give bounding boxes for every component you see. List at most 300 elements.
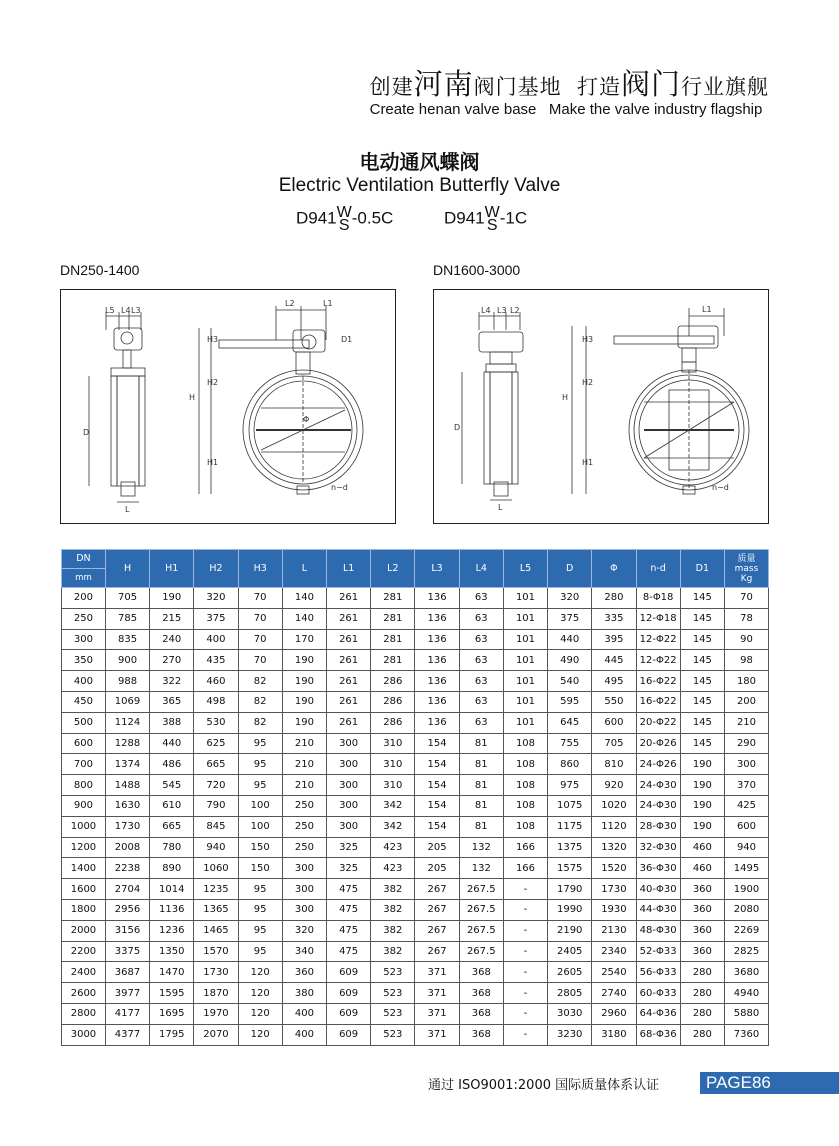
table-cell: 1900	[724, 879, 768, 900]
table-cell: 600	[62, 733, 106, 754]
table-cell: 56-Φ33	[636, 962, 680, 983]
table-cell: 360	[282, 962, 326, 983]
label-h3: H3	[582, 335, 594, 344]
table-cell: 450	[62, 691, 106, 712]
table-cell: 145	[680, 650, 724, 671]
table-cell: 300	[282, 899, 326, 920]
table-cell: 63	[459, 608, 503, 629]
table-row	[62, 588, 769, 609]
table-cell: 1075	[548, 795, 592, 816]
table-cell: 445	[592, 650, 636, 671]
table-cell: 24-Φ30	[636, 795, 680, 816]
col-header-h: H	[105, 550, 149, 588]
table-cell: 500	[62, 712, 106, 733]
table-cell: 400	[282, 1024, 326, 1045]
table-cell: 609	[327, 962, 371, 983]
table-cell: 81	[459, 816, 503, 837]
table-cell: 300	[62, 629, 106, 650]
table-cell: 523	[371, 983, 415, 1004]
table-row	[62, 1003, 769, 1024]
table-cell: 170	[282, 629, 326, 650]
model-sup: W	[484, 204, 500, 221]
table-cell: 32-Φ30	[636, 837, 680, 858]
table-cell: 975	[548, 775, 592, 796]
table-cell: 63	[459, 712, 503, 733]
table-cell: 845	[194, 816, 238, 837]
table-cell: 28-Φ30	[636, 816, 680, 837]
table-cell: 310	[371, 733, 415, 754]
table-row	[62, 775, 769, 796]
table-cell: 2000	[62, 920, 106, 941]
label-l2: L2	[285, 299, 295, 308]
col-header-l4: L4	[459, 550, 503, 588]
table-cell: 1520	[592, 858, 636, 879]
table-cell: 700	[62, 754, 106, 775]
table-cell: 3156	[105, 920, 149, 941]
col-header-l2: L2	[371, 550, 415, 588]
table-cell: 665	[150, 816, 194, 837]
table-cell: 382	[371, 879, 415, 900]
table-cell: 210	[282, 754, 326, 775]
table-cell: 625	[194, 733, 238, 754]
table-cell: 645	[548, 712, 592, 733]
table-cell: 78	[724, 608, 768, 629]
table-cell: 1695	[150, 1003, 194, 1024]
table-cell: 1790	[548, 879, 592, 900]
table-cell: 440	[150, 733, 194, 754]
table-cell: 940	[724, 837, 768, 858]
table-cell: 2405	[548, 941, 592, 962]
table-cell: 1236	[150, 920, 194, 941]
table-cell: 360	[680, 879, 724, 900]
table-cell: 81	[459, 733, 503, 754]
table-cell: 3230	[548, 1024, 592, 1045]
drawing-dn250-1400	[60, 289, 396, 524]
label-h3: H3	[207, 335, 219, 344]
table-cell: 136	[415, 588, 459, 609]
table-row	[62, 816, 769, 837]
table-cell: 100	[238, 795, 282, 816]
table-cell: 1465	[194, 920, 238, 941]
table-cell: 145	[680, 588, 724, 609]
table-cell: 371	[415, 1024, 459, 1045]
table-cell: 3180	[592, 1024, 636, 1045]
table-cell: 200	[724, 691, 768, 712]
table-cell: 145	[680, 629, 724, 650]
col-header-h1: H1	[150, 550, 194, 588]
table-cell: 95	[238, 754, 282, 775]
table-cell: 215	[150, 608, 194, 629]
front-view	[189, 299, 363, 494]
valve-drawing-left	[61, 290, 395, 523]
table-cell: 101	[503, 712, 547, 733]
model-sub: S	[338, 217, 350, 234]
table-cell: 335	[592, 608, 636, 629]
table-cell: 286	[371, 671, 415, 692]
table-cell: 400	[194, 629, 238, 650]
table-cell: 190	[282, 650, 326, 671]
table-row	[62, 712, 769, 733]
model-suffix: -1C	[499, 208, 528, 228]
table-cell: 154	[415, 733, 459, 754]
table-cell: 360	[680, 941, 724, 962]
table-cell: 1020	[592, 795, 636, 816]
table-cell: 101	[503, 629, 547, 650]
table-cell: 81	[459, 775, 503, 796]
table-cell: 190	[282, 712, 326, 733]
table-cell: 281	[371, 608, 415, 629]
table-cell: 280	[680, 962, 724, 983]
table-cell: 609	[327, 1003, 371, 1024]
table-cell: 1795	[150, 1024, 194, 1045]
table-cell: 550	[592, 691, 636, 712]
table-cell: 281	[371, 650, 415, 671]
table-cell: 190	[282, 671, 326, 692]
table-cell: 70	[238, 650, 282, 671]
spec-table-head	[62, 550, 769, 588]
label-l3: L3	[131, 306, 141, 315]
valve-drawing-right	[434, 290, 768, 523]
col-header-n-d: n-d	[636, 550, 680, 588]
table-cell: 12-Φ22	[636, 650, 680, 671]
label-h: H	[189, 393, 196, 402]
table-cell: 1575	[548, 858, 592, 879]
table-cell: 2190	[548, 920, 592, 941]
table-cell: 900	[105, 650, 149, 671]
table-cell: 136	[415, 712, 459, 733]
table-cell: 267	[415, 879, 459, 900]
table-cell: 1374	[105, 754, 149, 775]
table-row	[62, 795, 769, 816]
table-cell: 600	[592, 712, 636, 733]
table-cell: 2805	[548, 983, 592, 1004]
table-cell: 2960	[592, 1003, 636, 1024]
table-cell: 120	[238, 1024, 282, 1045]
label-h: H	[562, 393, 569, 402]
table-cell: 267.5	[459, 899, 503, 920]
table-cell: 300	[724, 754, 768, 775]
table-cell: 250	[282, 795, 326, 816]
table-cell: 375	[194, 608, 238, 629]
table-cell: 281	[371, 629, 415, 650]
drawing-dn1600-3000	[433, 289, 769, 524]
model-prefix: D941	[296, 208, 337, 228]
table-cell: 1069	[105, 691, 149, 712]
table-cell: 368	[459, 983, 503, 1004]
table-cell: 368	[459, 1024, 503, 1045]
table-cell: 388	[150, 712, 194, 733]
table-cell: 166	[503, 837, 547, 858]
table-cell: 70	[238, 629, 282, 650]
table-cell: 1495	[724, 858, 768, 879]
table-cell: 70	[238, 608, 282, 629]
label-l4: L4	[481, 306, 491, 315]
table-cell: 145	[680, 712, 724, 733]
table-row	[62, 941, 769, 962]
label-l: L	[498, 503, 503, 512]
slogan-cn-text: 打造	[576, 75, 621, 99]
table-row	[62, 671, 769, 692]
table-cell: 4177	[105, 1003, 149, 1024]
table-cell: 261	[327, 588, 371, 609]
slogan-en	[370, 101, 769, 118]
table-cell: -	[503, 983, 547, 1004]
table-cell: 300	[327, 816, 371, 837]
table-cell: 166	[503, 858, 547, 879]
table-cell: 523	[371, 1024, 415, 1045]
table-row	[62, 920, 769, 941]
slogan-cn-emph: 河南	[413, 67, 474, 101]
table-cell: 261	[327, 650, 371, 671]
table-cell: 20-Φ22	[636, 712, 680, 733]
table-cell: 1120	[592, 816, 636, 837]
table-cell: 595	[548, 691, 592, 712]
table-row	[62, 858, 769, 879]
table-cell: 2070	[194, 1024, 238, 1045]
table-cell: 267	[415, 920, 459, 941]
table-cell: 755	[548, 733, 592, 754]
label-l1: L1	[702, 305, 712, 314]
table-cell: 145	[680, 671, 724, 692]
table-cell: 95	[238, 920, 282, 941]
slogan-cn-emph: 阀门	[620, 67, 681, 101]
table-cell: 490	[548, 650, 592, 671]
table-cell: 81	[459, 795, 503, 816]
side-view	[83, 306, 145, 514]
table-cell: 136	[415, 671, 459, 692]
table-cell: 375	[548, 608, 592, 629]
table-cell: 140	[282, 608, 326, 629]
table-cell: 435	[194, 650, 238, 671]
label-phi: Φ	[303, 415, 310, 424]
table-cell: 360	[680, 899, 724, 920]
table-row	[62, 754, 769, 775]
table-cell: 280	[592, 588, 636, 609]
table-cell: 380	[282, 983, 326, 1004]
table-cell: -	[503, 879, 547, 900]
table-cell: 68-Φ36	[636, 1024, 680, 1045]
table-cell: 280	[680, 1003, 724, 1024]
table-cell: 145	[680, 691, 724, 712]
table-cell: 132	[459, 837, 503, 858]
table-cell: 300	[327, 775, 371, 796]
table-cell: 190	[680, 754, 724, 775]
table-cell: 16-Φ22	[636, 691, 680, 712]
table-cell: 267	[415, 941, 459, 962]
model-prefix: D941	[444, 208, 485, 228]
table-cell: 1730	[592, 879, 636, 900]
table-cell: 1136	[150, 899, 194, 920]
table-cell: 60-Φ33	[636, 983, 680, 1004]
col-header-h2: H2	[194, 550, 238, 588]
table-cell: 210	[282, 733, 326, 754]
table-cell: 101	[503, 608, 547, 629]
table-cell: 1730	[105, 816, 149, 837]
table-cell: 475	[327, 920, 371, 941]
table-cell: 425	[724, 795, 768, 816]
table-cell: -	[503, 920, 547, 941]
table-cell: 2956	[105, 899, 149, 920]
table-cell: 371	[415, 1003, 459, 1024]
table-cell: 150	[238, 837, 282, 858]
table-cell: 1470	[150, 962, 194, 983]
table-cell: 325	[327, 837, 371, 858]
spec-table	[61, 549, 769, 1046]
table-cell: 440	[548, 629, 592, 650]
table-cell: 82	[238, 671, 282, 692]
table-cell: 300	[327, 795, 371, 816]
table-cell: 1600	[62, 879, 106, 900]
table-cell: 20-Φ26	[636, 733, 680, 754]
table-cell: 2400	[62, 962, 106, 983]
table-cell: 261	[327, 691, 371, 712]
model-stack	[337, 206, 352, 232]
table-cell: 475	[327, 941, 371, 962]
table-cell: 3030	[548, 1003, 592, 1024]
table-cell: 460	[680, 858, 724, 879]
spec-table-body	[62, 588, 769, 1046]
table-cell: -	[503, 1003, 547, 1024]
side-view	[454, 306, 523, 512]
table-cell: 320	[194, 588, 238, 609]
table-cell: 98	[724, 650, 768, 671]
table-cell: 350	[62, 650, 106, 671]
col-header-d: D	[548, 550, 592, 588]
table-cell: 12-Φ22	[636, 629, 680, 650]
table-cell: -	[503, 962, 547, 983]
label-l3: L3	[497, 306, 507, 315]
table-cell: 136	[415, 650, 459, 671]
table-cell: 261	[327, 671, 371, 692]
table-cell: 82	[238, 712, 282, 733]
table-row	[62, 962, 769, 983]
table-cell: 300	[282, 879, 326, 900]
table-cell: 120	[238, 1003, 282, 1024]
dn-header-top: DN	[62, 550, 105, 569]
table-cell: 63	[459, 588, 503, 609]
front-view	[562, 305, 749, 494]
table-cell: 190	[680, 816, 724, 837]
slogan-cn-text: 阀门基地	[473, 75, 562, 99]
table-row	[62, 1024, 769, 1045]
table-cell: 132	[459, 858, 503, 879]
col-header-l: L	[282, 550, 326, 588]
table-row	[62, 691, 769, 712]
table-cell: 200	[62, 588, 106, 609]
table-cell: 261	[327, 608, 371, 629]
table-cell: 460	[680, 837, 724, 858]
table-cell: 3000	[62, 1024, 106, 1045]
table-cell: 154	[415, 775, 459, 796]
table-cell: 270	[150, 650, 194, 671]
table-cell: 261	[327, 629, 371, 650]
table-cell: 70	[724, 588, 768, 609]
model-stack	[485, 206, 500, 232]
table-cell: 475	[327, 879, 371, 900]
table-cell: 370	[724, 775, 768, 796]
table-cell: 1570	[194, 941, 238, 962]
table-cell: 540	[548, 671, 592, 692]
table-row	[62, 983, 769, 1004]
table-cell: 63	[459, 629, 503, 650]
table-cell: 1288	[105, 733, 149, 754]
table-cell: 101	[503, 691, 547, 712]
table-cell: 940	[194, 837, 238, 858]
table-cell: 190	[282, 691, 326, 712]
label-l2: L2	[510, 306, 520, 315]
table-cell: 150	[238, 858, 282, 879]
table-cell: 368	[459, 1003, 503, 1024]
table-cell: 190	[680, 795, 724, 816]
table-cell: 523	[371, 1003, 415, 1024]
table-cell: 2740	[592, 983, 636, 1004]
table-cell: 2540	[592, 962, 636, 983]
table-cell: 610	[150, 795, 194, 816]
label-l1: L1	[323, 299, 333, 308]
table-cell: 320	[548, 588, 592, 609]
table-cell: 395	[592, 629, 636, 650]
table-cell: 101	[503, 650, 547, 671]
table-cell: 70	[238, 588, 282, 609]
col-header-l3: L3	[415, 550, 459, 588]
table-cell: 95	[238, 733, 282, 754]
table-cell: 250	[62, 608, 106, 629]
table-cell: 368	[459, 962, 503, 983]
table-cell: 81	[459, 754, 503, 775]
table-cell: 281	[371, 588, 415, 609]
spec-header-row	[62, 550, 769, 588]
table-cell: 530	[194, 712, 238, 733]
col-header--: Φ	[592, 550, 636, 588]
table-cell: 1730	[194, 962, 238, 983]
table-cell: 145	[680, 733, 724, 754]
table-cell: 63	[459, 650, 503, 671]
table-cell: 140	[282, 588, 326, 609]
table-cell: 5880	[724, 1003, 768, 1024]
table-cell: 286	[371, 712, 415, 733]
col-header-h3: H3	[238, 550, 282, 588]
table-cell: 267.5	[459, 941, 503, 962]
range-label-right: DN1600-3000	[433, 262, 521, 278]
table-cell: 1800	[62, 899, 106, 920]
table-cell: 810	[592, 754, 636, 775]
label-l: L	[125, 505, 130, 514]
table-cell: 95	[238, 879, 282, 900]
model-sub: S	[486, 217, 498, 234]
table-cell: 3680	[724, 962, 768, 983]
table-cell: 250	[282, 837, 326, 858]
table-cell: 371	[415, 983, 459, 1004]
table-cell: 2130	[592, 920, 636, 941]
table-cell: 44-Φ30	[636, 899, 680, 920]
table-cell: 3977	[105, 983, 149, 1004]
table-cell: 24-Φ30	[636, 775, 680, 796]
label-h1: H1	[207, 458, 219, 467]
table-cell: 609	[327, 983, 371, 1004]
table-cell: 310	[371, 754, 415, 775]
label-h2: H2	[582, 378, 594, 387]
label-h1: H1	[582, 458, 594, 467]
col-header-l5: L5	[503, 550, 547, 588]
table-cell: 705	[592, 733, 636, 754]
table-cell: 154	[415, 816, 459, 837]
table-cell: 600	[724, 816, 768, 837]
table-cell: 300	[282, 858, 326, 879]
table-cell: 95	[238, 941, 282, 962]
table-cell: 24-Φ26	[636, 754, 680, 775]
table-cell: 1014	[150, 879, 194, 900]
table-cell: 3375	[105, 941, 149, 962]
